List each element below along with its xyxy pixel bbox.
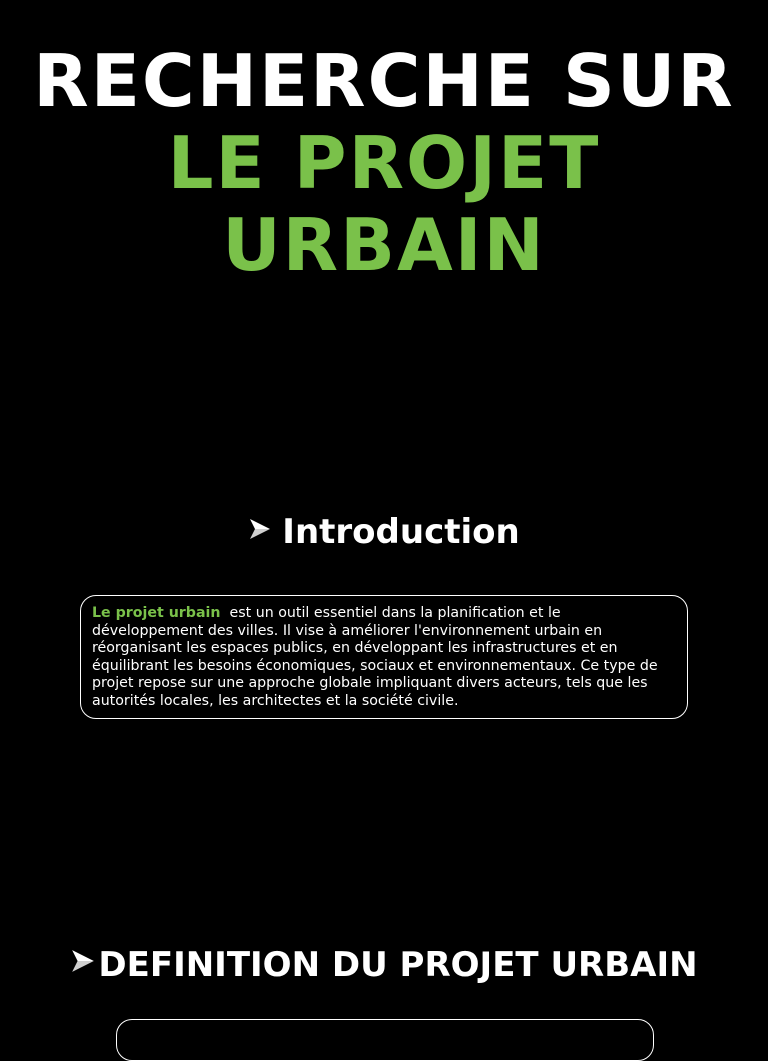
definition-heading (0, 940, 768, 988)
introduction-heading-text: Introduction (282, 512, 520, 552)
title-line-1: RECHERCHE SUR (33, 39, 735, 123)
definition-heading-text: DEFINITION DU PROJET URBAIN (98, 945, 698, 985)
introduction-heading (0, 508, 768, 554)
arrow-bullet-icon (70, 940, 96, 986)
title-line-3: URBAIN (222, 203, 546, 287)
introduction-body-text: est un outil essentiel dans la planification et le développement des villes. Il vise à améliorer l'environnement urbain en réorganisant les espaces publics, en développant les infrastructures et en équilibrant les besoins économiques, sociaux et environnementaux. Ce type de projet repose sur une approche globale impliquant divers acteurs, tels que les autorités locales, les architectes et la société civile. (92, 605, 663, 709)
title-line-2: LE PROJET (167, 121, 601, 205)
introduction-text-box (80, 595, 688, 719)
introduction-lead-term: Le projet urbain (92, 605, 221, 621)
arrow-bullet-icon (248, 508, 272, 552)
definition-text-box (116, 1019, 654, 1061)
page-title (0, 40, 768, 286)
